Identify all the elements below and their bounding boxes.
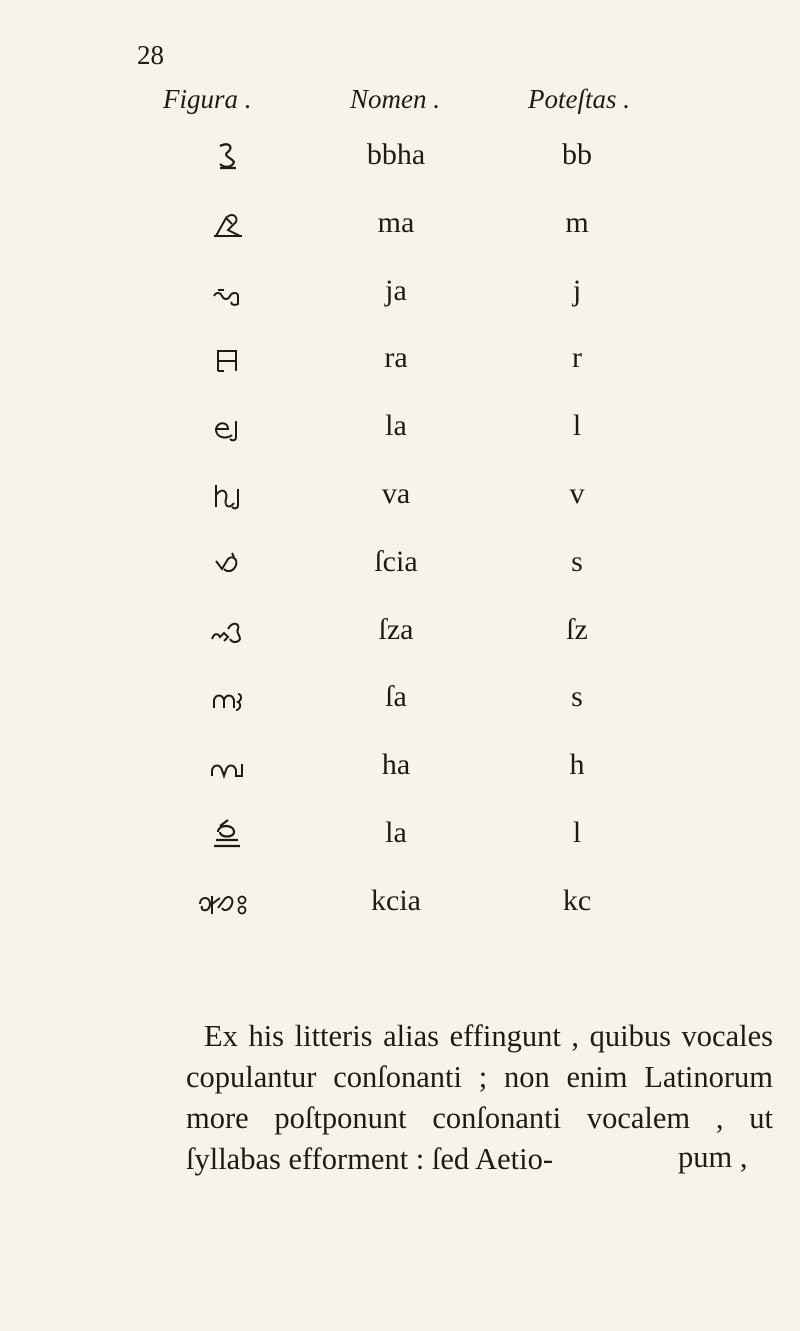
glyph-la-icon xyxy=(188,409,268,443)
header-potestas: Poteſtas . xyxy=(528,84,630,114)
glyph-ra-icon xyxy=(188,341,268,375)
nomen-cell: kcia xyxy=(371,883,421,917)
table-row xyxy=(0,599,800,667)
potestas-cell: s xyxy=(571,544,583,578)
glyph-sza-icon xyxy=(188,613,268,647)
potestas-cell: v xyxy=(569,476,585,510)
potestas-cell: r xyxy=(572,341,582,375)
nomen-cell: ja xyxy=(385,273,407,307)
table-row xyxy=(0,395,800,463)
potestas-cell: h xyxy=(569,748,585,782)
nomen-cell: ſza xyxy=(378,612,414,646)
glyph-ma-icon xyxy=(188,206,268,240)
table-row xyxy=(0,734,800,802)
glyph-sa-icon xyxy=(188,680,268,714)
potestas-cell: l xyxy=(572,409,582,443)
potestas-cell: l xyxy=(572,815,582,849)
table-row xyxy=(0,327,800,395)
nomen-cell: ha xyxy=(381,748,411,782)
potestas-cell: kc xyxy=(562,883,592,917)
nomen-cell: la xyxy=(385,409,407,443)
glyph-va-icon xyxy=(188,477,268,511)
paragraph-text: Ex his litteris alias effingunt , quibus vocales copulantur conſonanti ; non enim Latinorum more poſtponunt conſonanti vocalem , ut ſyllabas efforment : ſed Aetio- xyxy=(186,1019,773,1176)
nomen-cell: ra xyxy=(384,341,408,375)
potestas-cell: ſz xyxy=(566,612,588,646)
table-row xyxy=(0,870,800,938)
header-figura: Figura . xyxy=(163,84,252,114)
glyph-kcia-icon xyxy=(188,884,268,918)
nomen-cell: bbha xyxy=(366,138,426,171)
header-nomen: Nomen . xyxy=(350,84,440,114)
table-row xyxy=(0,802,800,870)
potestas-cell: j xyxy=(572,273,582,307)
nomen-cell: va xyxy=(381,476,411,510)
potestas-cell: bb xyxy=(562,138,592,171)
nomen-cell: ſcia xyxy=(374,544,418,578)
nomen-cell: ſa xyxy=(385,680,407,714)
potestas-cell: s xyxy=(571,680,583,714)
glyph-bbha-icon xyxy=(188,138,268,172)
catchword: pum , xyxy=(678,1140,748,1174)
table-row xyxy=(0,260,800,328)
glyph-scia-icon xyxy=(188,545,268,579)
table-row xyxy=(0,463,800,531)
table-header xyxy=(0,84,800,124)
nomen-cell: ma xyxy=(377,205,415,239)
glyph-ja-icon xyxy=(188,274,268,308)
glyph-la2-icon xyxy=(188,816,268,850)
table-row xyxy=(0,666,800,734)
table-row xyxy=(0,124,800,192)
potestas-cell: m xyxy=(565,205,589,239)
nomen-cell: la xyxy=(385,815,407,849)
table-row xyxy=(0,192,800,260)
alphabet-table xyxy=(0,124,800,938)
glyph-ha-icon xyxy=(188,748,268,782)
page-number: 28 xyxy=(137,40,164,70)
table-row xyxy=(0,531,800,599)
